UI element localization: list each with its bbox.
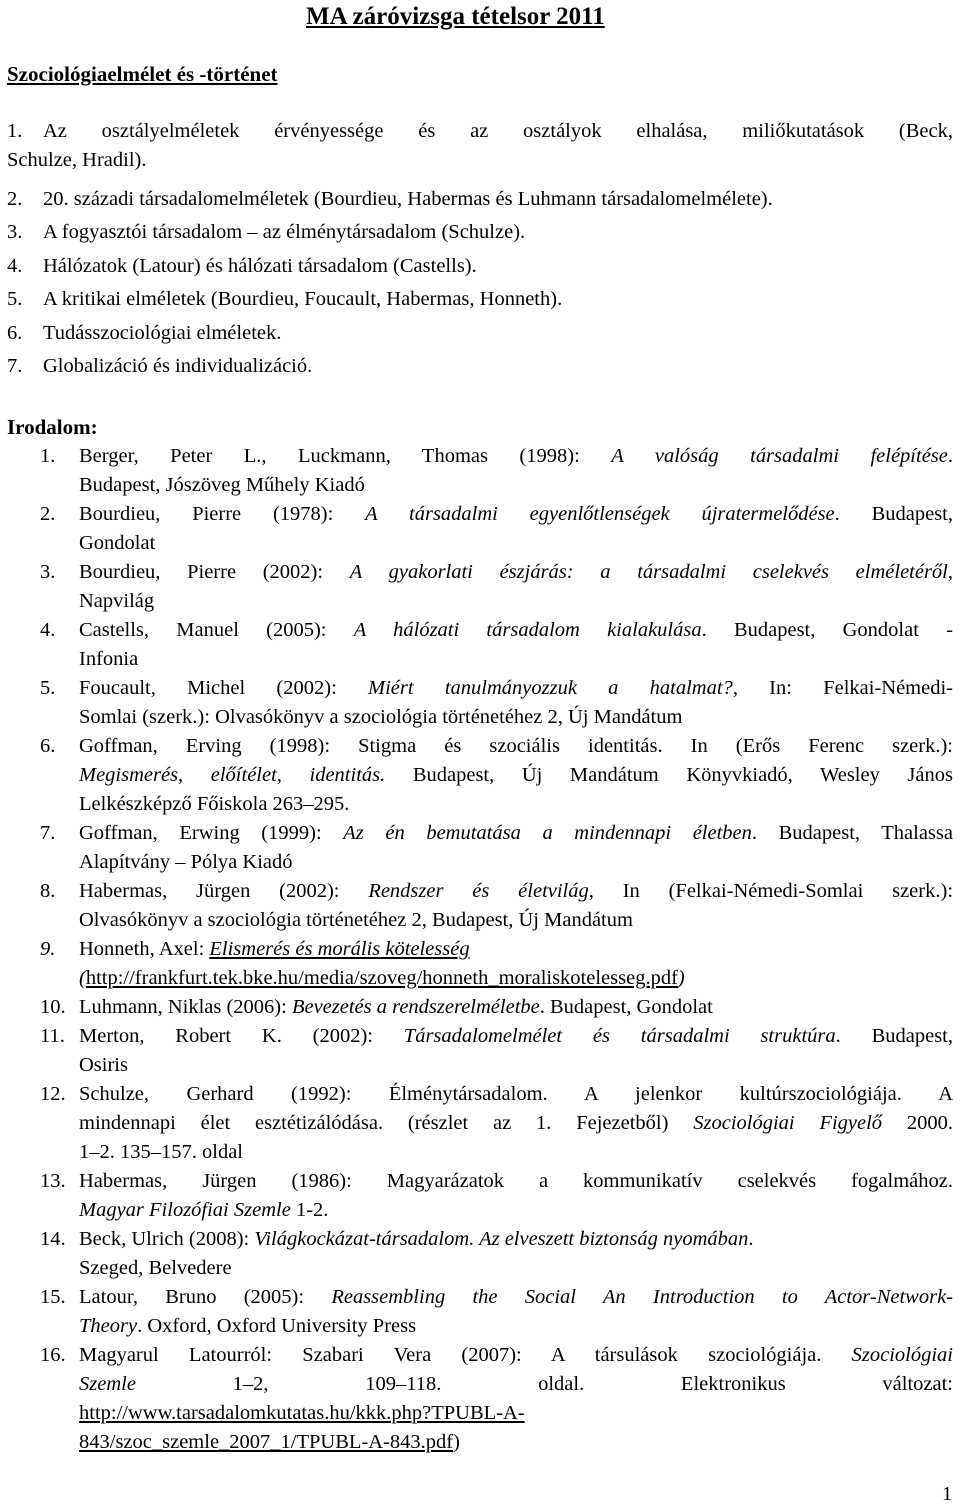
item-number: 3. xyxy=(40,561,56,583)
item-text-cont: Gondolat xyxy=(79,532,156,554)
item-number: 5. xyxy=(40,677,56,699)
topic-text: Az osztályelméletek érvényessége és az osztályok elhalása, miliőkutatások (Beck, xyxy=(43,120,953,142)
tarsadalomkutatas-link[interactable]: http://www.tarsadalomkutatas.hu/kkk.php?TPUBL-A- xyxy=(79,1402,525,1424)
subject-heading: Szociológiaelmélet és -történet xyxy=(7,62,278,86)
item-text: Beck, Ulrich (2008): Világkockázat-társadalom. Az elveszett biztonság nyomában. xyxy=(79,1228,754,1250)
item-number: 16. xyxy=(40,1344,66,1366)
item-text-cont: Szeged, Belvedere xyxy=(79,1257,232,1279)
item-text-cont: Somlai (szerk.): Olvasókönyv a szociológia történetéhez 2, Új Mandátum xyxy=(79,706,683,728)
page-number: 1 xyxy=(942,1483,953,1505)
item-number: 15. xyxy=(40,1286,66,1308)
topic-text: Tudásszociológiai elméletek. xyxy=(43,322,282,344)
item-text-cont: Lelkészképző Főiskola 263–295. xyxy=(79,793,350,815)
item-text: Luhmann, Niklas (2006): Bevezetés a rendszerelméletbe. Budapest, Gondolat xyxy=(79,996,713,1018)
item-text: Magyarul Latourról: Szabari Vera (2007): A társulások szociológiája. Szociológiai xyxy=(79,1344,953,1366)
item-number: 4. xyxy=(40,619,56,641)
item-text: Goffman, Erwing (1999): Az én bemutatása a mindennapi életben. Budapest, Thalassa xyxy=(79,822,953,844)
item-number: 9. xyxy=(40,938,56,960)
topic-number: 6. xyxy=(7,322,23,344)
topic-number: 3. xyxy=(7,221,23,243)
honneth-pdf-link[interactable]: http://frankfurt.tek.bke.hu/media/szoveg/honneth_moraliskotelesseg.pdf xyxy=(85,967,678,989)
item-text-cont xyxy=(79,1399,525,1428)
item-text: Castells, Manuel (2005): A hálózati társadalom kialakulása. Budapest, Gondolat - xyxy=(79,619,953,641)
topic-text: Hálózatok (Latour) és hálózati társadalom (Castells). xyxy=(43,255,477,277)
item-text-cont: mindennapi élet esztétizálódása. (részlet az 1. Fejezetből) Szociológiai Figyelő 2000. xyxy=(79,1112,954,1134)
item-number: 7. xyxy=(40,822,56,844)
item-number: 2. xyxy=(40,503,56,525)
topic-text-cont: Schulze, Hradil). xyxy=(7,149,147,171)
item-text: Habermas, Jürgen (2002): Rendszer és életvilág, In (Felkai-Némedi-Somlai szerk.): xyxy=(79,880,954,902)
item-number: 6. xyxy=(40,735,56,757)
item-number: 11. xyxy=(40,1025,65,1047)
topic-number: 2. xyxy=(7,188,23,210)
item-number: 12. xyxy=(40,1083,66,1105)
topic-number: 5. xyxy=(7,288,23,310)
topic-text: A kritikai elméletek (Bourdieu, Foucault, Habermas, Honneth). xyxy=(43,288,563,310)
tarsadalomkutatas-link-cont[interactable]: 843/szoc_szemle_2007_1/TPUBL-A-843.pdf xyxy=(79,1431,454,1453)
item-text-cont: Olvasókönyv a szociológia történetéhez 2, Budapest, Új Mandátum xyxy=(79,909,633,931)
item-text: Bourdieu, Pierre (1978): A társadalmi egyenlőtlenségek újratermelődése. Budapest, xyxy=(79,503,954,525)
topic-text: Globalizáció és individualizáció. xyxy=(43,355,313,377)
item-text-cont: Alapítvány – Pólya Kiadó xyxy=(79,851,293,873)
item-text: Foucault, Michel (2002): Miért tanulmányozzuk a hatalmat?, In: Felkai-Némedi- xyxy=(79,677,953,699)
item-number: 10. xyxy=(40,996,66,1018)
item-number: 1. xyxy=(40,445,56,467)
item-text: Berger, Peter L., Luckmann, Thomas (1998): A valóság társadalmi felépítése. xyxy=(79,445,953,467)
item-number: 13. xyxy=(40,1170,66,1192)
topic-number: 7. xyxy=(7,355,23,377)
item-text-cont: Napvilág xyxy=(79,590,155,612)
item-text-cont: Budapest, Jószöveg Műhely Kiadó xyxy=(79,474,365,496)
item-text: Merton, Robert K. (2002): Társadalomelmélet és társadalmi struktúra. Budapest, xyxy=(79,1025,953,1047)
item-text-cont: Osiris xyxy=(79,1054,128,1076)
item-text-cont: Megismerés, előítélet, identitás. Budapest, Új Mandátum Könyvkiadó, Wesley János xyxy=(79,764,953,786)
item-text: Bourdieu, Pierre (2002): A gyakorlati észjárás: a társadalmi cselekvés elméletéről, xyxy=(79,561,954,583)
item-number: 8. xyxy=(40,880,56,902)
item-text-cont: Theory. Oxford, Oxford University Press xyxy=(79,1315,417,1337)
item-number: 14. xyxy=(40,1228,66,1250)
document-title: MA záróvizsga tételsor 2011 xyxy=(306,3,605,30)
item-text-cont: 1–2. 135–157. oldal xyxy=(79,1141,243,1163)
item-text-cont: Magyar Filozófiai Szemle 1-2. xyxy=(79,1199,329,1221)
item-text-cont: Szemle 1–2, 109–118. oldal. Elektronikus változat: xyxy=(79,1373,953,1395)
item-text: Schulze, Gerhard (1992): Élménytársadalom. A jelenkor kultúrszociológiája. A xyxy=(79,1083,953,1105)
item-text: Honneth, Axel: Elismerés és morális kötelesség xyxy=(79,938,470,960)
topic-number: 1. xyxy=(7,120,23,142)
item-text-cont: 843/szoc_szemle_2007_1/TPUBL-A-843.pdf) xyxy=(79,1431,460,1453)
item-text: Habermas, Jürgen (1986): Magyarázatok a kommunikatív cselekvés fogalmához. xyxy=(79,1170,953,1192)
item-text-cont: (http://frankfurt.tek.bke.hu/media/szoveg/honneth_moraliskotelesseg.pdf) xyxy=(79,967,685,989)
topic-number: 4. xyxy=(7,255,23,277)
item-text: Latour, Bruno (2005): Reassembling the Social An Introduction to Actor-Network- xyxy=(79,1286,953,1308)
topic-text: A fogyasztói társadalom – az élménytársadalom (Schulze). xyxy=(43,221,526,243)
literature-heading: Irodalom: xyxy=(7,415,98,439)
item-text-cont: Infonia xyxy=(79,648,139,670)
topic-text: 20. századi társadalomelméletek (Bourdieu, Habermas és Luhmann társadalomelmélete). xyxy=(43,188,773,210)
item-text: Goffman, Erving (1998): Stigma és szociális identitás. In (Erős Ferenc szerk.): xyxy=(79,735,953,757)
